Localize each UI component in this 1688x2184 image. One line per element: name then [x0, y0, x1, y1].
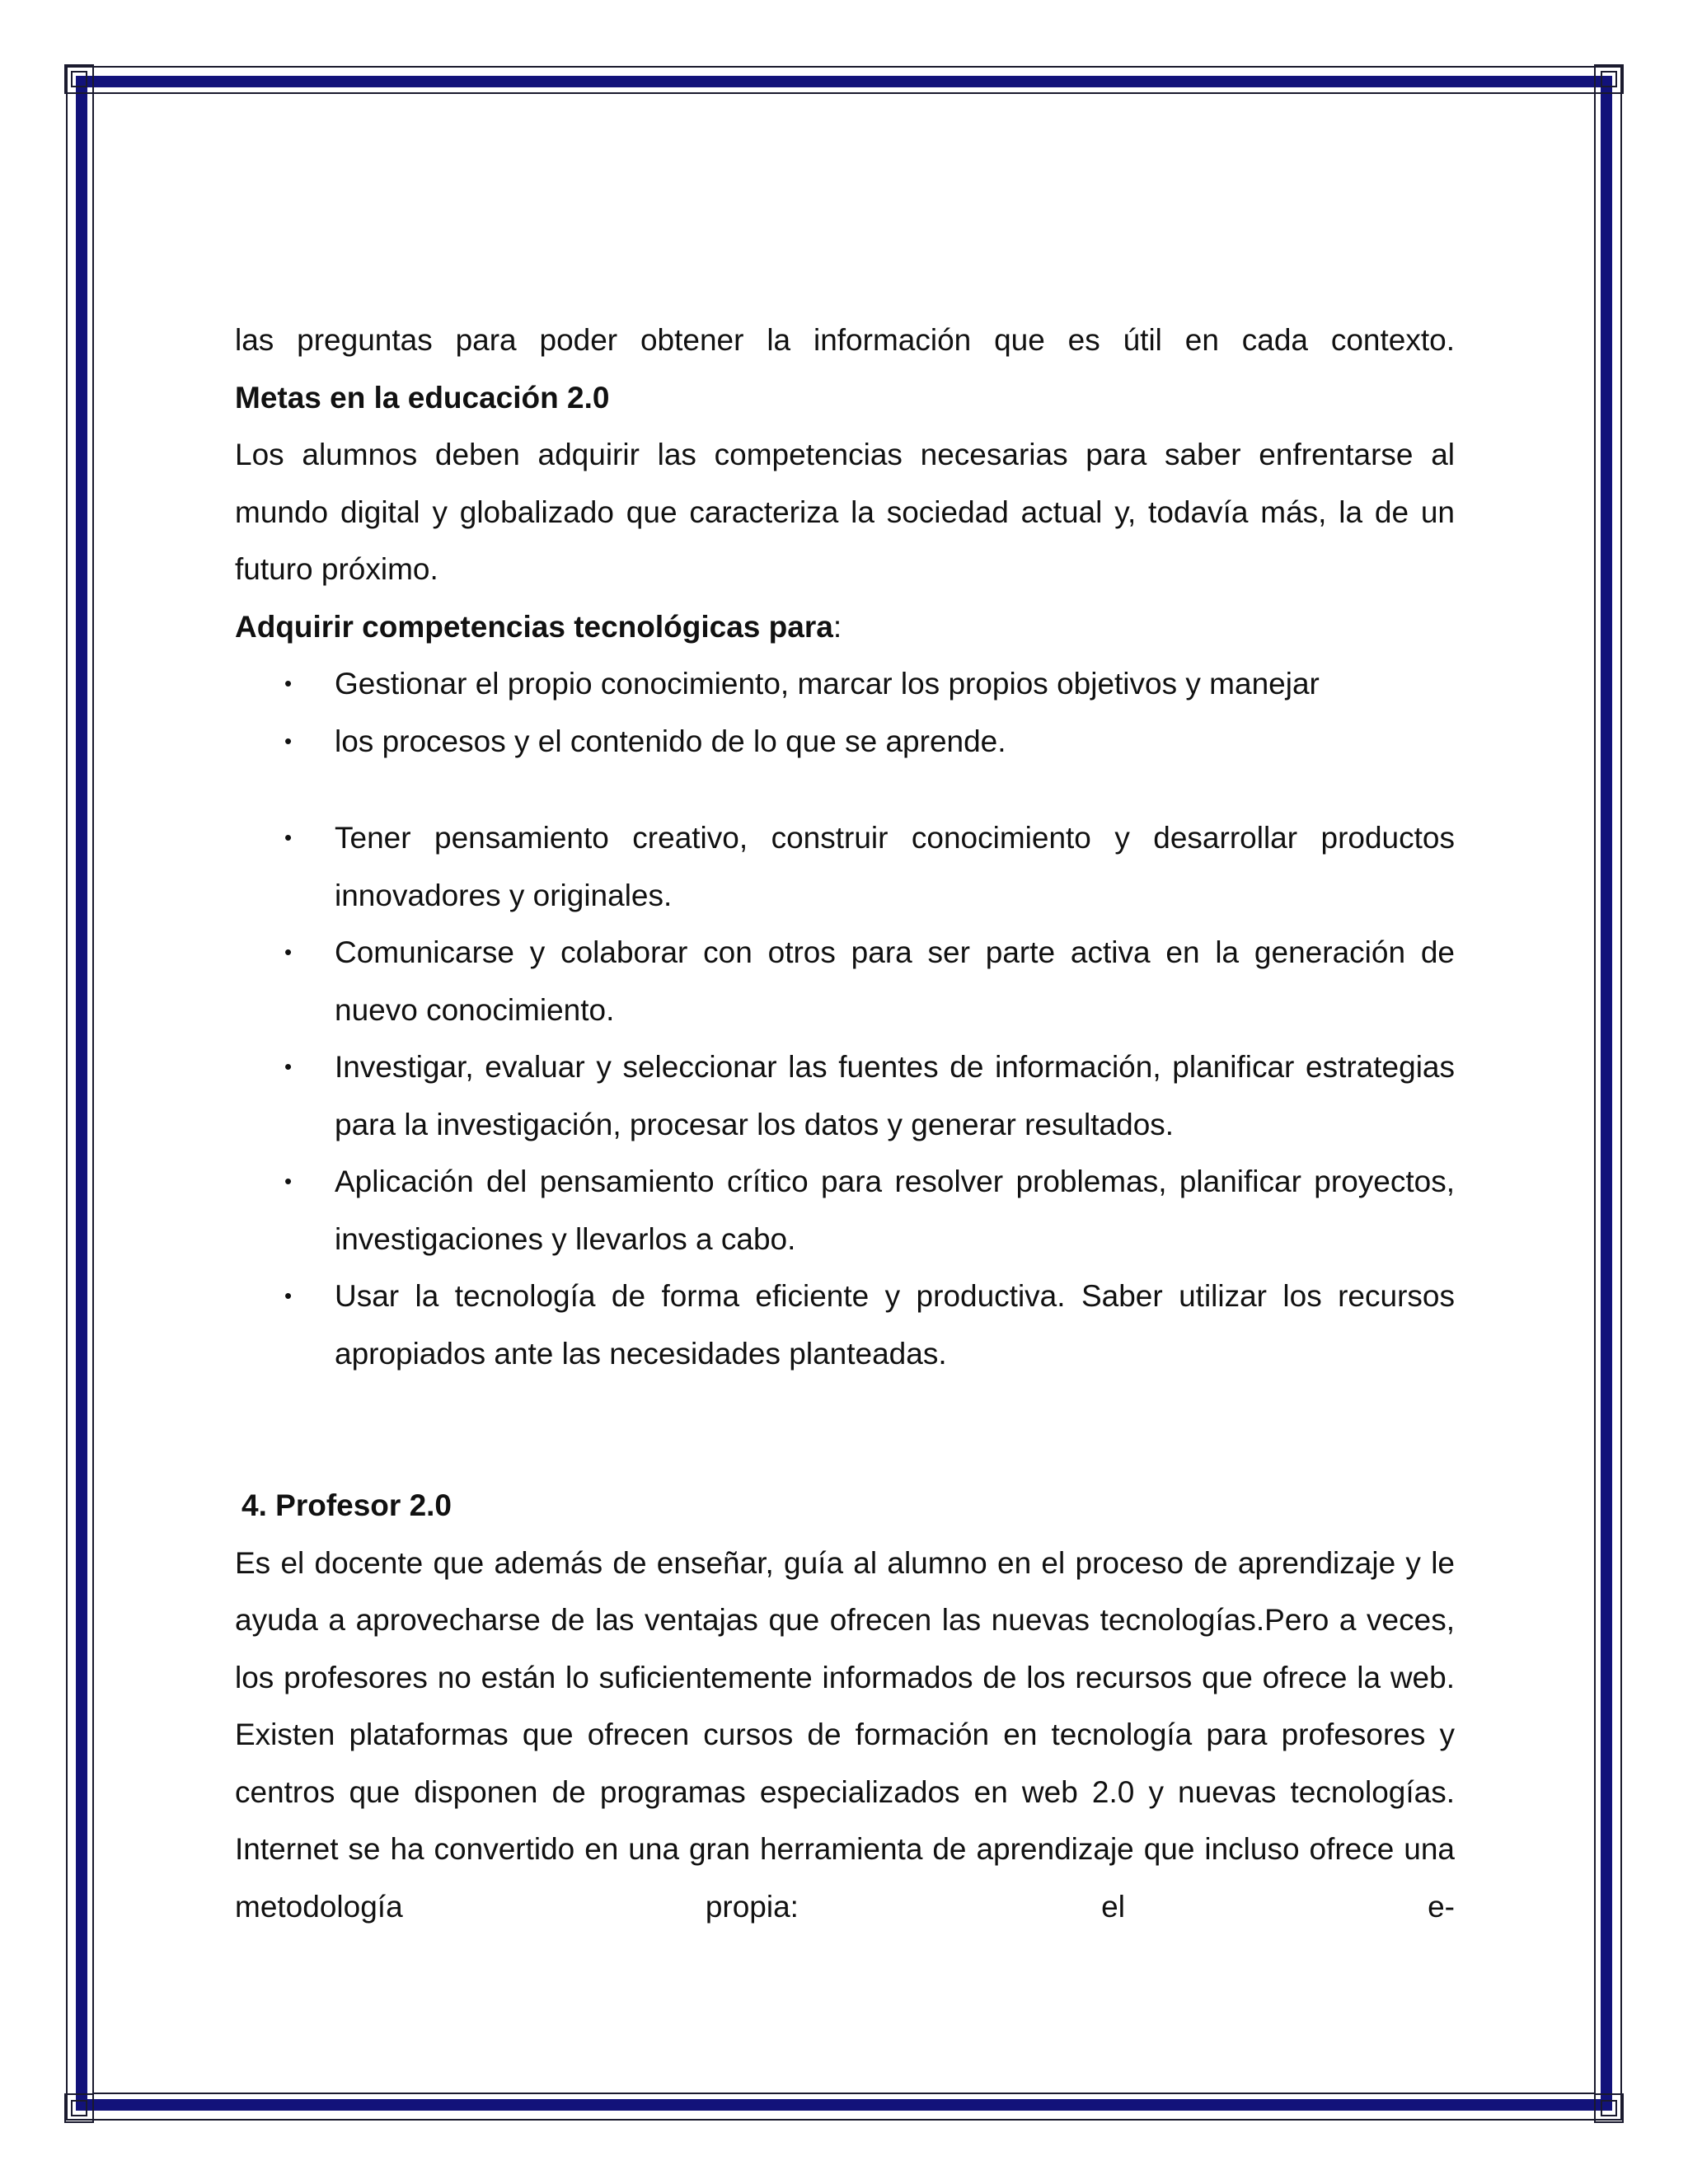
list-item	[235, 1268, 1455, 1382]
bullet-icon: •	[284, 1169, 293, 1193]
list-item	[235, 713, 1455, 771]
competencias-heading	[235, 598, 1455, 656]
border-corner-ornament	[1594, 2093, 1624, 2123]
list-item	[235, 1038, 1455, 1153]
list-item-text: Aplicación del pensamiento crítico para resolver problemas, planificar proyectos, investigaciones y llevarlos a cabo.	[335, 1165, 1455, 1256]
bullet-icon: •	[284, 1054, 293, 1079]
list-item-text: Gestionar el propio conocimiento, marcar los propios objetivos y manejar	[335, 667, 1320, 701]
list-item	[235, 655, 1455, 713]
border-corner-ornament	[64, 64, 94, 94]
bullet-icon: •	[284, 825, 293, 850]
bullet-icon: •	[284, 940, 293, 964]
competencias-heading-colon: :	[832, 609, 842, 644]
competencias-heading-text: Adquirir competencias tecnológicas para	[235, 609, 833, 644]
list-item-text: Investigar, evaluar y seleccionar las fuentes de información, planificar estrategias para la investigación, procesar los datos y generar resultados.	[335, 1050, 1455, 1141]
metas-heading: Metas en la educación 2.0	[235, 380, 610, 415]
bullet-icon: •	[284, 728, 293, 753]
bullet-icon: •	[284, 671, 293, 696]
list-item	[235, 809, 1455, 924]
border-corner-ornament	[64, 2093, 94, 2123]
intro-line: las preguntas para poder obtener la información que es útil en cada contexto.	[235, 323, 1455, 357]
spacer	[235, 1382, 1455, 1477]
list-item-text: Tener pensamiento creativo, construir conocimiento y desarrollar productos innovadores y originales.	[335, 821, 1455, 912]
bullet-icon: •	[284, 1283, 293, 1308]
list-item-text: Comunicarse y colaborar con otros para ser parte activa en la generación de nuevo conocimiento.	[335, 935, 1455, 1027]
border-corner-ornament	[1594, 64, 1624, 94]
profesor-heading: 4. Profesor 2.0	[241, 1488, 452, 1522]
competencias-list-2	[235, 809, 1455, 1382]
profesor-paragraph: Es el docente que además de enseñar, guía al alumno en el proceso de aprendizaje y le ayuda a aprovecharse de las ventajas que ofrecen las nuevas tecnologías.Pero a veces, los profesores no están lo suficientemente informados de los recursos que ofrece la web. Existen plataformas que ofrecen cursos de formación en tecnología para profesores y centros que disponen de programas especializados en web 2.0 y nuevas tecnologías. Internet se ha convertido en una gran herramienta de aprendizaje que incluso ofrece una metodología propia: el e-	[235, 1545, 1455, 1924]
list-item	[235, 924, 1455, 1038]
list-item	[235, 1153, 1455, 1268]
list-item-text: Usar la tecnología de forma eficiente y productiva. Saber utilizar los recursos apropiados ante las necesidades planteadas.	[335, 1279, 1455, 1371]
page-content	[235, 312, 1455, 1935]
metas-paragraph: Los alumnos deben adquirir las competencias necesarias para saber enfrentarse al mundo digital y globalizado que caracteriza la sociedad actual y, todavía más, la de un futuro próximo.	[235, 438, 1455, 586]
list-item-text: los procesos y el contenido de lo que se aprende.	[335, 724, 1006, 758]
competencias-list-1	[235, 655, 1455, 770]
spacer	[235, 770, 1455, 809]
